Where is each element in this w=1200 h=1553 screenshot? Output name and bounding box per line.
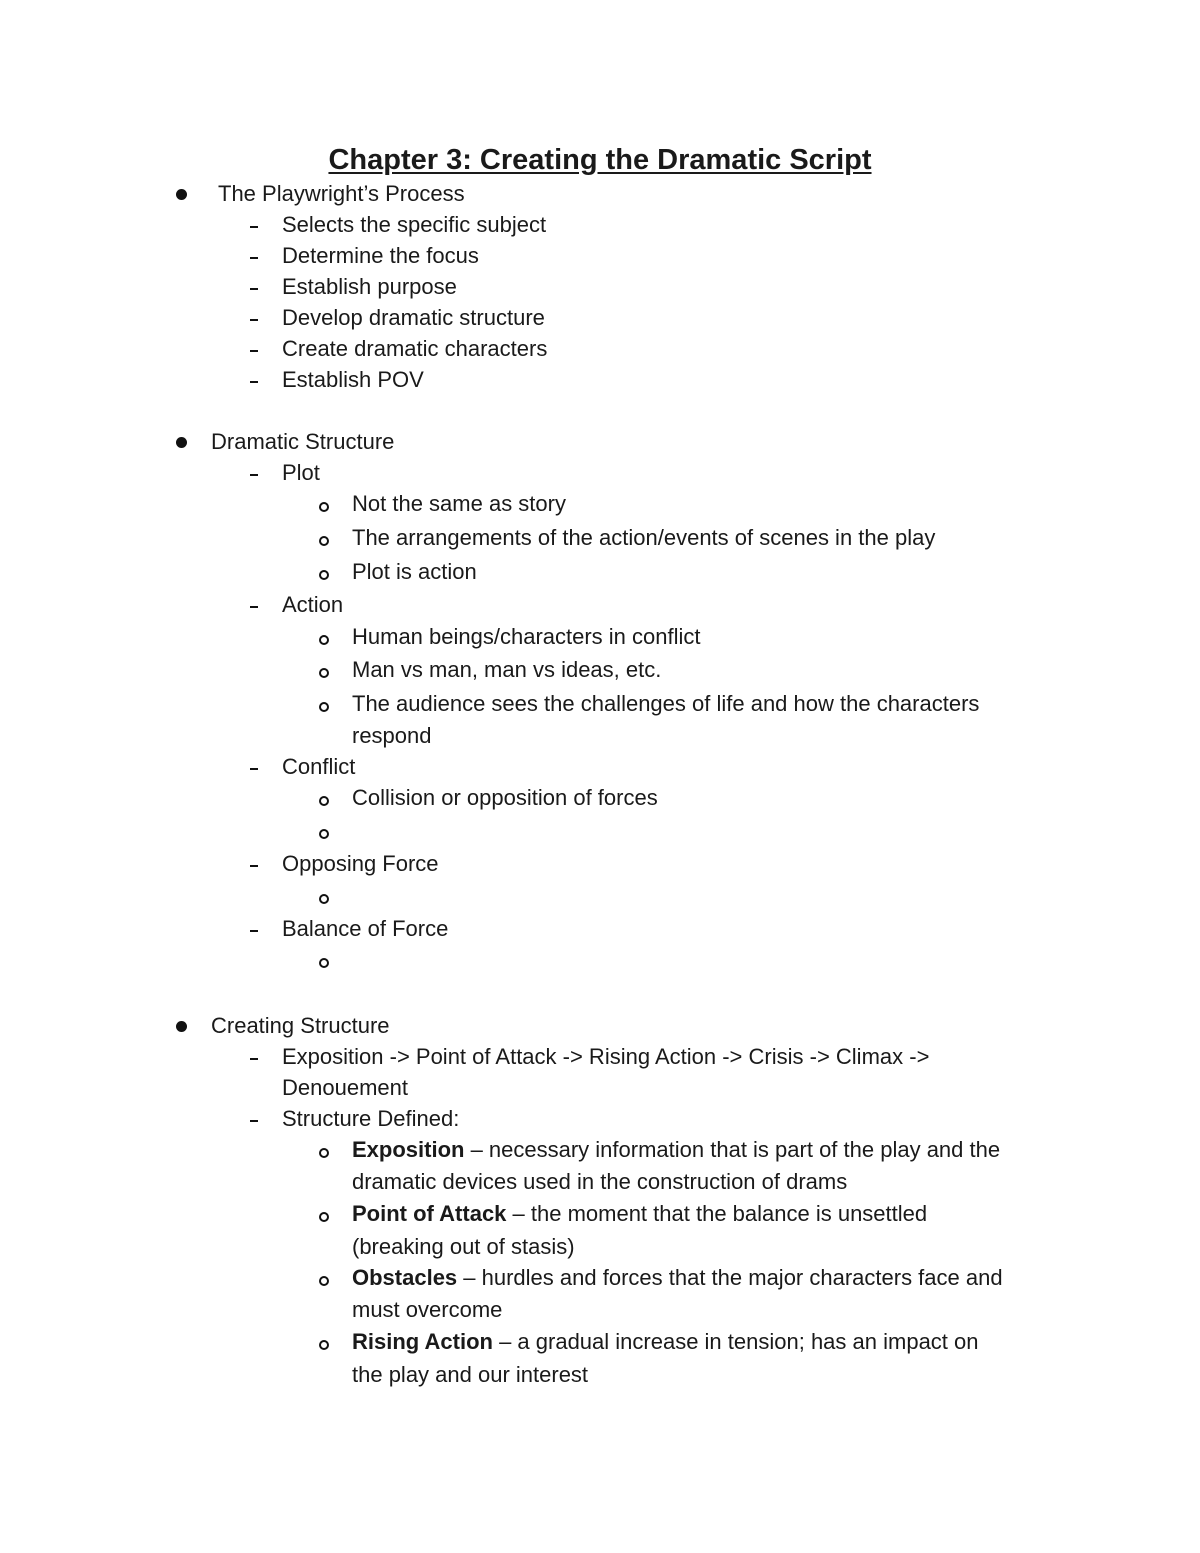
dash-bullet-icon [250,865,258,867]
sub-list-item-continuation: respond [352,723,432,748]
definition-text: – a gradual increase in tension; has an impact on [492,1329,979,1354]
definition-continuation: dramatic devices used in the construction of drams [352,1169,848,1194]
sub-list-item: Collision or opposition of forces [352,785,658,810]
dash-bullet-icon [250,474,258,476]
dash-bullet-icon [250,319,258,321]
definition-term: Exposition [352,1137,465,1162]
definition-term: Point of Attack [352,1201,507,1226]
circle-bullet-icon [319,1276,329,1286]
list-item: Determine the focus [282,243,479,268]
dash-bullet-icon [250,257,258,259]
definition-continuation: the play and our interest [352,1362,589,1387]
dash-bullet-icon [250,226,258,228]
circle-bullet-icon [319,829,329,839]
bullet-dot-icon [176,437,187,448]
circle-bullet-icon [319,1340,329,1350]
list-item: Plot [282,460,320,485]
definition-item [352,1327,979,1357]
list-item: Opposing Force [282,851,439,876]
dash-bullet-icon [250,768,258,770]
bullet-dot-icon [176,189,187,200]
dash-bullet-icon [250,350,258,352]
definition-item [352,1263,1003,1293]
circle-bullet-icon [319,894,329,904]
definition-continuation: (breaking out of stasis) [352,1234,575,1259]
sub-list-item: Not the same as story [352,491,566,516]
list-item: Exposition -> Point of Attack -> Rising Action -> Crisis -> Climax -> [282,1044,930,1069]
list-item: Establish purpose [282,274,457,299]
list-item-continuation: Denouement [282,1075,408,1100]
circle-bullet-icon [319,958,329,968]
list-item: Create dramatic characters [282,336,548,361]
dash-bullet-icon [250,1120,258,1122]
dash-bullet-icon [250,381,258,383]
circle-bullet-icon [319,702,329,712]
sub-list-item: Plot is action [352,559,477,584]
list-item: Selects the specific subject [282,212,547,237]
sub-list-item: Human beings/characters in conflict [352,624,701,649]
list-item: Structure Defined: [282,1106,460,1131]
definition-term: Rising Action [352,1329,493,1354]
circle-bullet-icon [319,536,329,546]
list-item: Action [282,592,344,617]
list-item: Conflict [282,754,356,779]
circle-bullet-icon [319,570,329,580]
dash-bullet-icon [250,930,258,932]
page-title: Chapter 3: Creating the Dramatic Script [328,144,872,176]
section-heading: The Playwright’s Process [218,181,465,206]
sub-list-item: Man vs man, man vs ideas, etc. [352,657,662,682]
definition-item [352,1199,927,1229]
definition-item [352,1135,1000,1165]
definition-term: Obstacles [352,1265,458,1290]
dash-bullet-icon [250,606,258,608]
definition-text: – necessary information that is part of the play and the [464,1137,1001,1162]
definition-text: – hurdles and forces that the major characters face and [457,1265,1003,1290]
section-heading: Dramatic Structure [211,429,395,454]
circle-bullet-icon [319,635,329,645]
sub-list-item: The audience sees the challenges of life and how the characters [352,691,980,716]
list-item: Establish POV [282,367,424,392]
circle-bullet-icon [319,796,329,806]
circle-bullet-icon [319,668,329,678]
circle-bullet-icon [319,502,329,512]
list-item: Develop dramatic structure [282,305,545,330]
section-heading: Creating Structure [211,1013,390,1038]
definition-continuation: must overcome [352,1297,503,1322]
definition-text: – the moment that the balance is unsettled [506,1201,928,1226]
dash-bullet-icon [250,1058,258,1060]
sub-list-item: The arrangements of the action/events of scenes in the play [352,525,936,550]
bullet-dot-icon [176,1021,187,1032]
list-item: Balance of Force [282,916,449,941]
circle-bullet-icon [319,1212,329,1222]
dash-bullet-icon [250,288,258,290]
circle-bullet-icon [319,1148,329,1158]
